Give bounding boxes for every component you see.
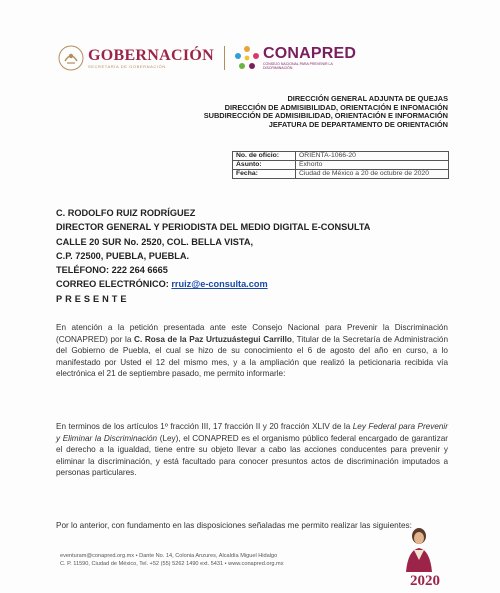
gobernacion-subtitle: SECRETARÍA DE GOBERNACIÓN bbox=[88, 63, 166, 69]
date-value: Ciudad de México a 20 de octubre de 2020 bbox=[296, 170, 449, 179]
email-link[interactable]: rruiz@e-consulta.com bbox=[171, 279, 268, 290]
gobernacion-title: GOBERNACIÓN bbox=[88, 46, 214, 64]
header-logos bbox=[58, 44, 356, 72]
body-paragraph-3: Por lo anterior, con fundamento en las disposiciones señaladas me permito realizar las siguientes: bbox=[56, 521, 412, 530]
recipient-email-line bbox=[56, 277, 370, 291]
subject-label: Asunto: bbox=[233, 161, 296, 170]
footer-contact bbox=[60, 553, 284, 568]
department-line: DIRECCIÓN GENERAL ADJUNTA DE QUEJAS bbox=[287, 94, 448, 103]
conapred-logo bbox=[263, 46, 356, 70]
table-row bbox=[233, 161, 449, 170]
table-row bbox=[233, 152, 449, 161]
oficio-table bbox=[232, 151, 449, 179]
paragraph-text: (Ley), el CONAPRED es el organismo público federal encargado de garantizar el derecho a la igualdad, tiene entre su objeto llevar a cabo las acciones conducentes para prevenir y eliminar la discriminación, y está facultado para conocer presuntos actos de discriminación imputados a personas particulares. bbox=[56, 433, 448, 478]
national-seal-icon bbox=[58, 45, 84, 71]
department-heading bbox=[118, 95, 448, 129]
department-line: JEFATURA DE DEPARTAMENTO DE ORIENTACIÓN bbox=[268, 119, 448, 129]
recipient-block bbox=[56, 206, 370, 306]
conapred-title: CONAPRED bbox=[262, 45, 357, 62]
gobernacion-logo bbox=[88, 48, 214, 69]
oficio-number-value: ORIENTA-1066-20 bbox=[296, 152, 449, 161]
recipient-address-1: CALLE 20 SUR No. 2520, COL. BELLA VISTA, bbox=[56, 236, 254, 247]
paragraph-text: En terminos de los artículos 1º fracción III, 17 fracción II y 20 fracción XLIV de la bbox=[56, 422, 353, 431]
conapred-subtitle: CONSEJO NACIONAL PARA PREVENIR LA DISCRIMINACIÓN bbox=[262, 62, 333, 70]
footer-line-2: C. P. 11590, Ciudad de México, Tel. +52 (55) 5262 1490 ext. 5431 • www.conapred.org.mx bbox=[60, 560, 284, 567]
logo-divider bbox=[224, 46, 225, 70]
department-line: SUBDIRECCIÓN DE ADMISIBILIDAD, ORIENTACIÓN E INFORMACIÓN bbox=[203, 111, 448, 121]
recipient-title: DIRECTOR GENERAL Y PERIODISTA DEL MEDIO DIGITAL E-CONSULTA bbox=[56, 222, 371, 233]
petitioner-name: C. Rosa de la Paz Urtuzuástegui Carrillo bbox=[134, 334, 292, 344]
date-label: Fecha: bbox=[233, 170, 296, 179]
law-title: Ley Federal para Prevenir y Eliminar la Discriminación bbox=[56, 422, 448, 443]
body-paragraph-1 bbox=[56, 322, 448, 380]
portrait-illustration-icon bbox=[402, 526, 436, 574]
body-paragraph-2 bbox=[56, 421, 448, 479]
conapred-logo-icon bbox=[233, 44, 261, 72]
oficio-number-label: No. de oficio: bbox=[233, 152, 296, 161]
paragraph-text: , Titular de la Secretaría de Administración del Gobierno de Puebla, el cual se hizo de su conocimiento el 6 de agosto del año en curso, a lo manifestado por Usted el 12 del mismo mes, y a la ampliación que realizó la peticionaria recibida vía electrónica el 21 de septiembre pasado, me permito informarle: bbox=[56, 334, 448, 379]
paragraph-text: En atención a la petición presentada ante este Consejo Nacional para Prevenir la Discriminación (CONAPRED) por la bbox=[56, 323, 448, 344]
year-2020-logo: 2020 bbox=[410, 573, 440, 589]
subject-value: Exhorto bbox=[296, 161, 449, 170]
footer-line-1: eventuram@conapred.org.mx • Dante No. 14, Colonia Anzures, Alcaldía Miguel Hidalgo bbox=[60, 553, 278, 559]
department-line: DIRECCIÓN DE ADMISIBILIDAD, ORIENTACIÓN E INFOMACIÓN bbox=[224, 102, 448, 112]
recipient-address-2: C.P. 72500, PUEBLA, PUEBLA. bbox=[56, 250, 190, 261]
table-row bbox=[233, 170, 449, 179]
presente-label: PRESENTE bbox=[56, 293, 130, 304]
email-label: CORREO ELECTRÓNICO: bbox=[56, 279, 172, 290]
recipient-name: C. RODOLFO RUIZ RODRÍGUEZ bbox=[56, 208, 196, 218]
recipient-phone: TELÉFONO: 222 264 6665 bbox=[56, 265, 168, 276]
